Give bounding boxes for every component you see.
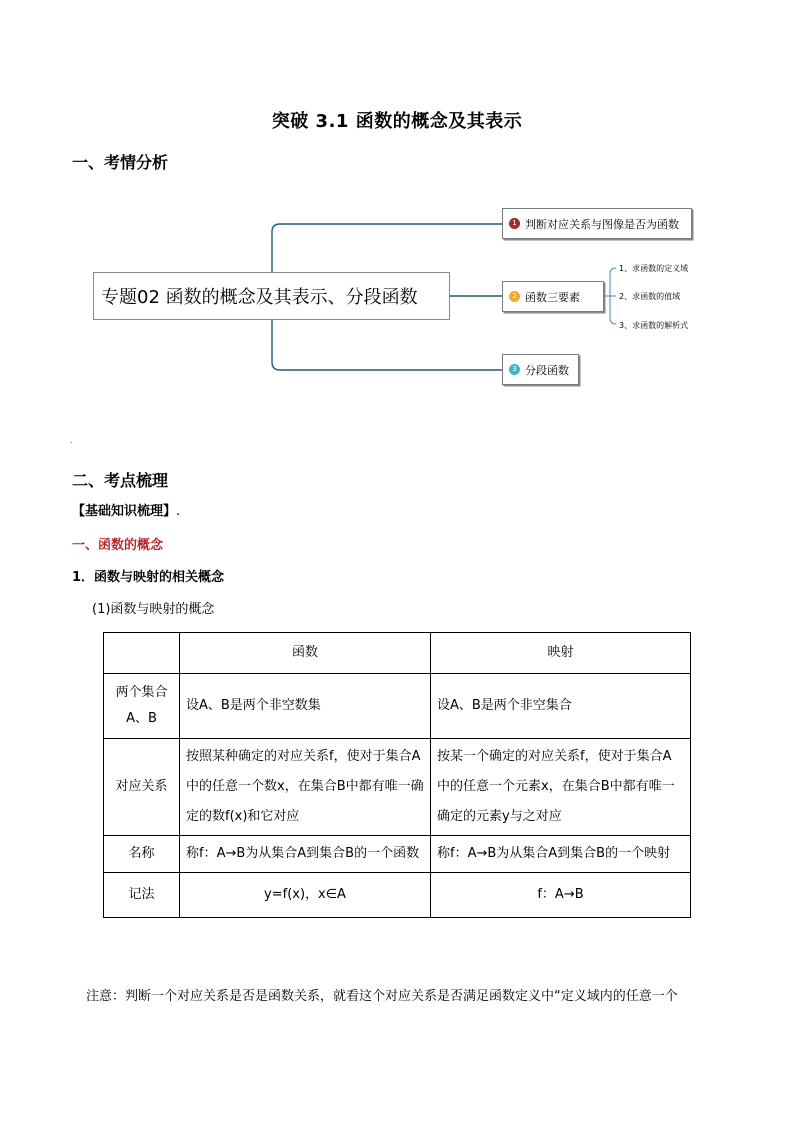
stray-dot: .	[70, 436, 73, 445]
table-header-cell	[104, 633, 180, 674]
section-heading-analysis: 一、考情分析	[72, 153, 169, 172]
table-header-cell: 函数	[180, 633, 431, 674]
mindmap-leaf-expression: 3、求函数的解析式	[619, 321, 689, 330]
table-header-row	[104, 633, 691, 674]
table-cell: 按某一个确定的对应关系f，使对于集合A中的任意一个元素x，在集合B中都有唯一确定的元素y与之对应	[431, 739, 691, 836]
table-cell: y=f(x)，x∈A	[180, 873, 431, 918]
item-function-mapping-sub: (1)函数与映射的概念	[92, 602, 215, 617]
branch-label: 分段函数	[525, 363, 569, 377]
knowledge-tag-text: 【基础知识梳理】	[72, 504, 177, 519]
mindmap-main-topic: 专题02 函数的概念及其表示、分段函数	[93, 272, 450, 320]
table-cell: 按照某种确定的对应关系f，使对于集合A中的任意一个数x，在集合B中都有唯一确定的数f(x)和它对应	[180, 739, 431, 836]
mindmap-branch-1	[502, 208, 692, 239]
table-cell: 称f：A→B为从集合A到集合B的一个函数	[180, 836, 431, 873]
subsection-function-concept: 一、函数的概念	[72, 538, 164, 553]
connector-branch-3	[272, 320, 502, 370]
table-row	[104, 674, 691, 739]
mindmap-branch-3	[502, 354, 579, 385]
branch-number-badge: 2	[509, 291, 520, 302]
branch-label: 判断对应关系与图像是否为函数	[525, 217, 679, 231]
table-header-cell: 映射	[431, 633, 691, 674]
knowledge-tag	[72, 500, 180, 519]
table-row-label: 两个集合A、B	[104, 674, 180, 739]
branch-number-badge: 1	[509, 218, 520, 229]
connector-branch-1	[272, 224, 502, 272]
branch-label: 函数三要素	[525, 290, 580, 304]
item-function-mapping: 1．函数与映射的相关概念	[72, 570, 225, 585]
mindmap-leaf-range: 2、求函数的值域	[619, 292, 681, 301]
branch-number-badge: 3	[509, 364, 520, 375]
table-cell: 称f：A→B为从集合A到集合B的一个映射	[431, 836, 691, 873]
mindmap-branch-2	[502, 281, 604, 312]
mindmap-leaf-domain: 1、求函数的定义域	[619, 264, 689, 273]
table-row-label: 对应关系	[104, 739, 180, 836]
table-cell: 设A、B是两个非空集合	[431, 674, 691, 739]
section-heading-points: 二、考点梳理	[72, 471, 169, 490]
table-row	[104, 873, 691, 918]
page-title: 突破 3.1 函数的概念及其表示	[271, 111, 523, 132]
note-paragraph: 注意：判断一个对应关系是否是函数关系，就看这个对应关系是否满足函数定义中“定义域内的任意一个	[86, 989, 678, 1004]
table-row-label: 名称	[104, 836, 180, 873]
table-row-label: 记法	[104, 873, 180, 918]
table-row	[104, 836, 691, 873]
table-row	[104, 739, 691, 836]
comparison-table	[103, 632, 691, 918]
table-cell: f：A→B	[431, 873, 691, 918]
knowledge-tag-dot: .	[176, 504, 181, 519]
table-cell: 设A、B是两个非空数集	[180, 674, 431, 739]
